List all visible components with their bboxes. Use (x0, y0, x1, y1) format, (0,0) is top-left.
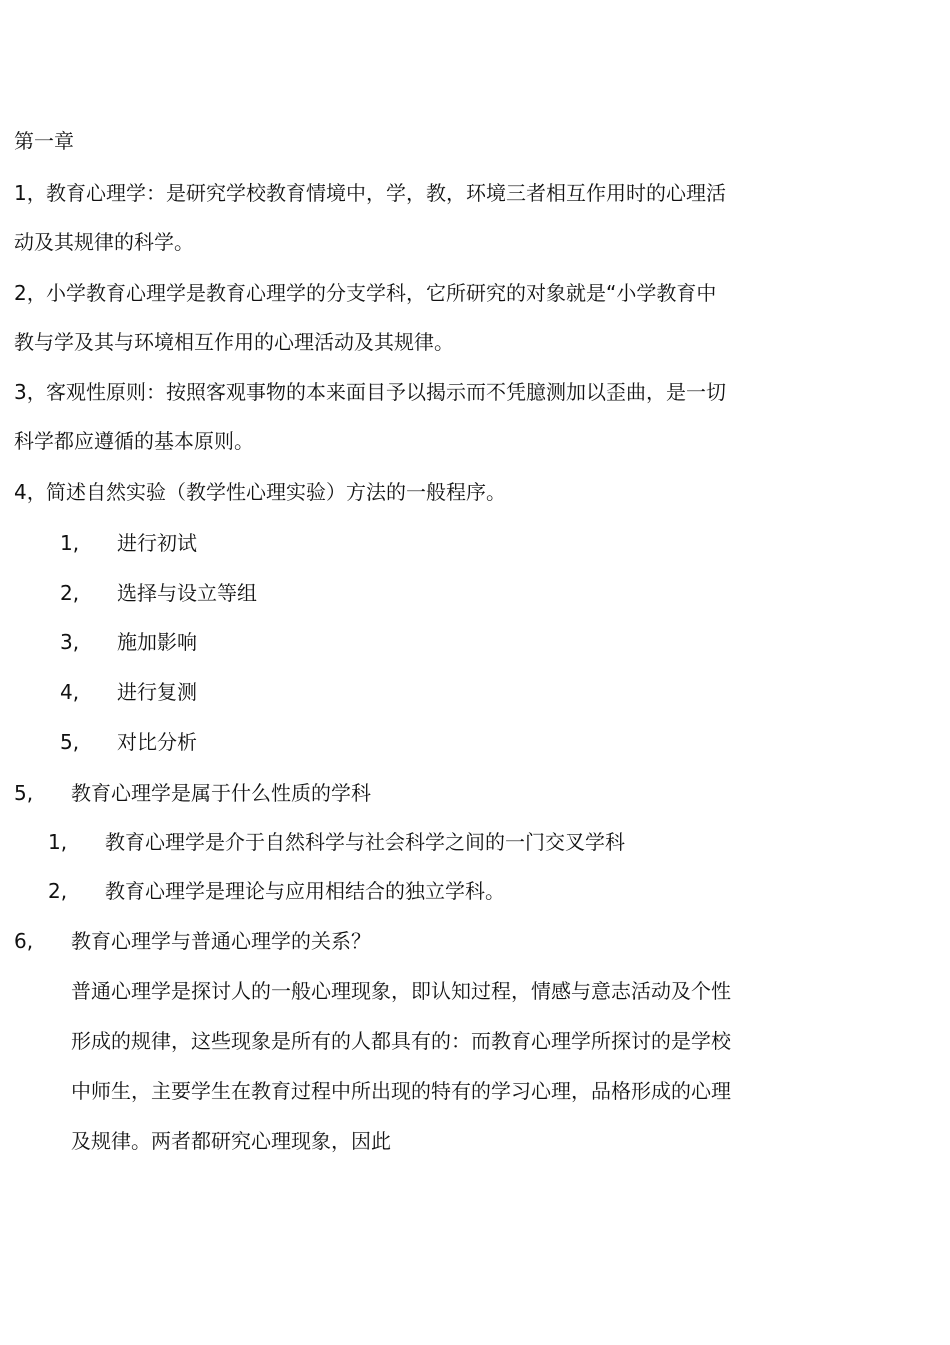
sub-item-number: 2, (48, 879, 68, 903)
sub-item-text: 进行初试 (117, 531, 197, 555)
item-text: 动及其规律的科学。 (14, 230, 194, 254)
item-number: 6, (14, 929, 34, 953)
item-number: 4， (14, 480, 47, 504)
sub-item-text: 对比分析 (117, 730, 197, 754)
item-text: 教育心理学：是研究学校教育情境中，学，教，环境三者相互作用时的心理活 (46, 181, 726, 205)
paragraph-line: 形成的规律，这些现象是所有的人都具有的：而教育心理学所探讨的是学校 (71, 1029, 731, 1053)
chapter-heading: 第一章 (14, 129, 74, 153)
paragraph-line: 及规律。两者都研究心理现象，因此 (71, 1129, 391, 1153)
sub-item-number: 3, (60, 630, 80, 654)
item-text: 简述自然实验（教学性心理实验）方法的一般程序。 (46, 480, 506, 504)
item-number: 3， (14, 380, 47, 404)
item-text: 教育心理学是属于什么性质的学科 (71, 781, 371, 805)
item-number: 2， (14, 281, 47, 305)
item-text: 小学教育心理学是教育心理学的分支学科，它所研究的对象就是“小学教育中 (46, 281, 717, 305)
sub-item-text: 选择与设立等组 (117, 581, 257, 605)
sub-item-number: 4, (60, 680, 80, 704)
paragraph-line: 中师生，主要学生在教育过程中所出现的特有的学习心理，品格形成的心理 (71, 1079, 731, 1103)
sub-item-text: 进行复测 (117, 680, 197, 704)
sub-item-text: 施加影响 (117, 630, 197, 654)
sub-item-text: 教育心理学是介于自然科学与社会科学之间的一门交叉学科 (105, 830, 625, 854)
sub-item-number: 1, (60, 531, 80, 555)
item-number: 5, (14, 781, 34, 805)
sub-item-number: 2, (60, 581, 80, 605)
paragraph-line: 普通心理学是探讨人的一般心理现象，即认知过程，情感与意志活动及个性 (71, 979, 731, 1003)
sub-item-number: 1, (48, 830, 68, 854)
sub-item-number: 5, (60, 730, 80, 754)
sub-item-text: 教育心理学是理论与应用相结合的独立学科。 (105, 879, 505, 903)
item-text: 教育心理学与普通心理学的关系？ (71, 929, 371, 953)
item-text: 客观性原则：按照客观事物的本来面目予以揭示而不凭臆测加以歪曲，是一切 (46, 380, 726, 404)
item-text: 科学都应遵循的基本原则。 (14, 429, 254, 453)
item-number: 1， (14, 181, 47, 205)
item-text: 教与学及其与环境相互作用的心理活动及其规律。 (14, 330, 454, 354)
